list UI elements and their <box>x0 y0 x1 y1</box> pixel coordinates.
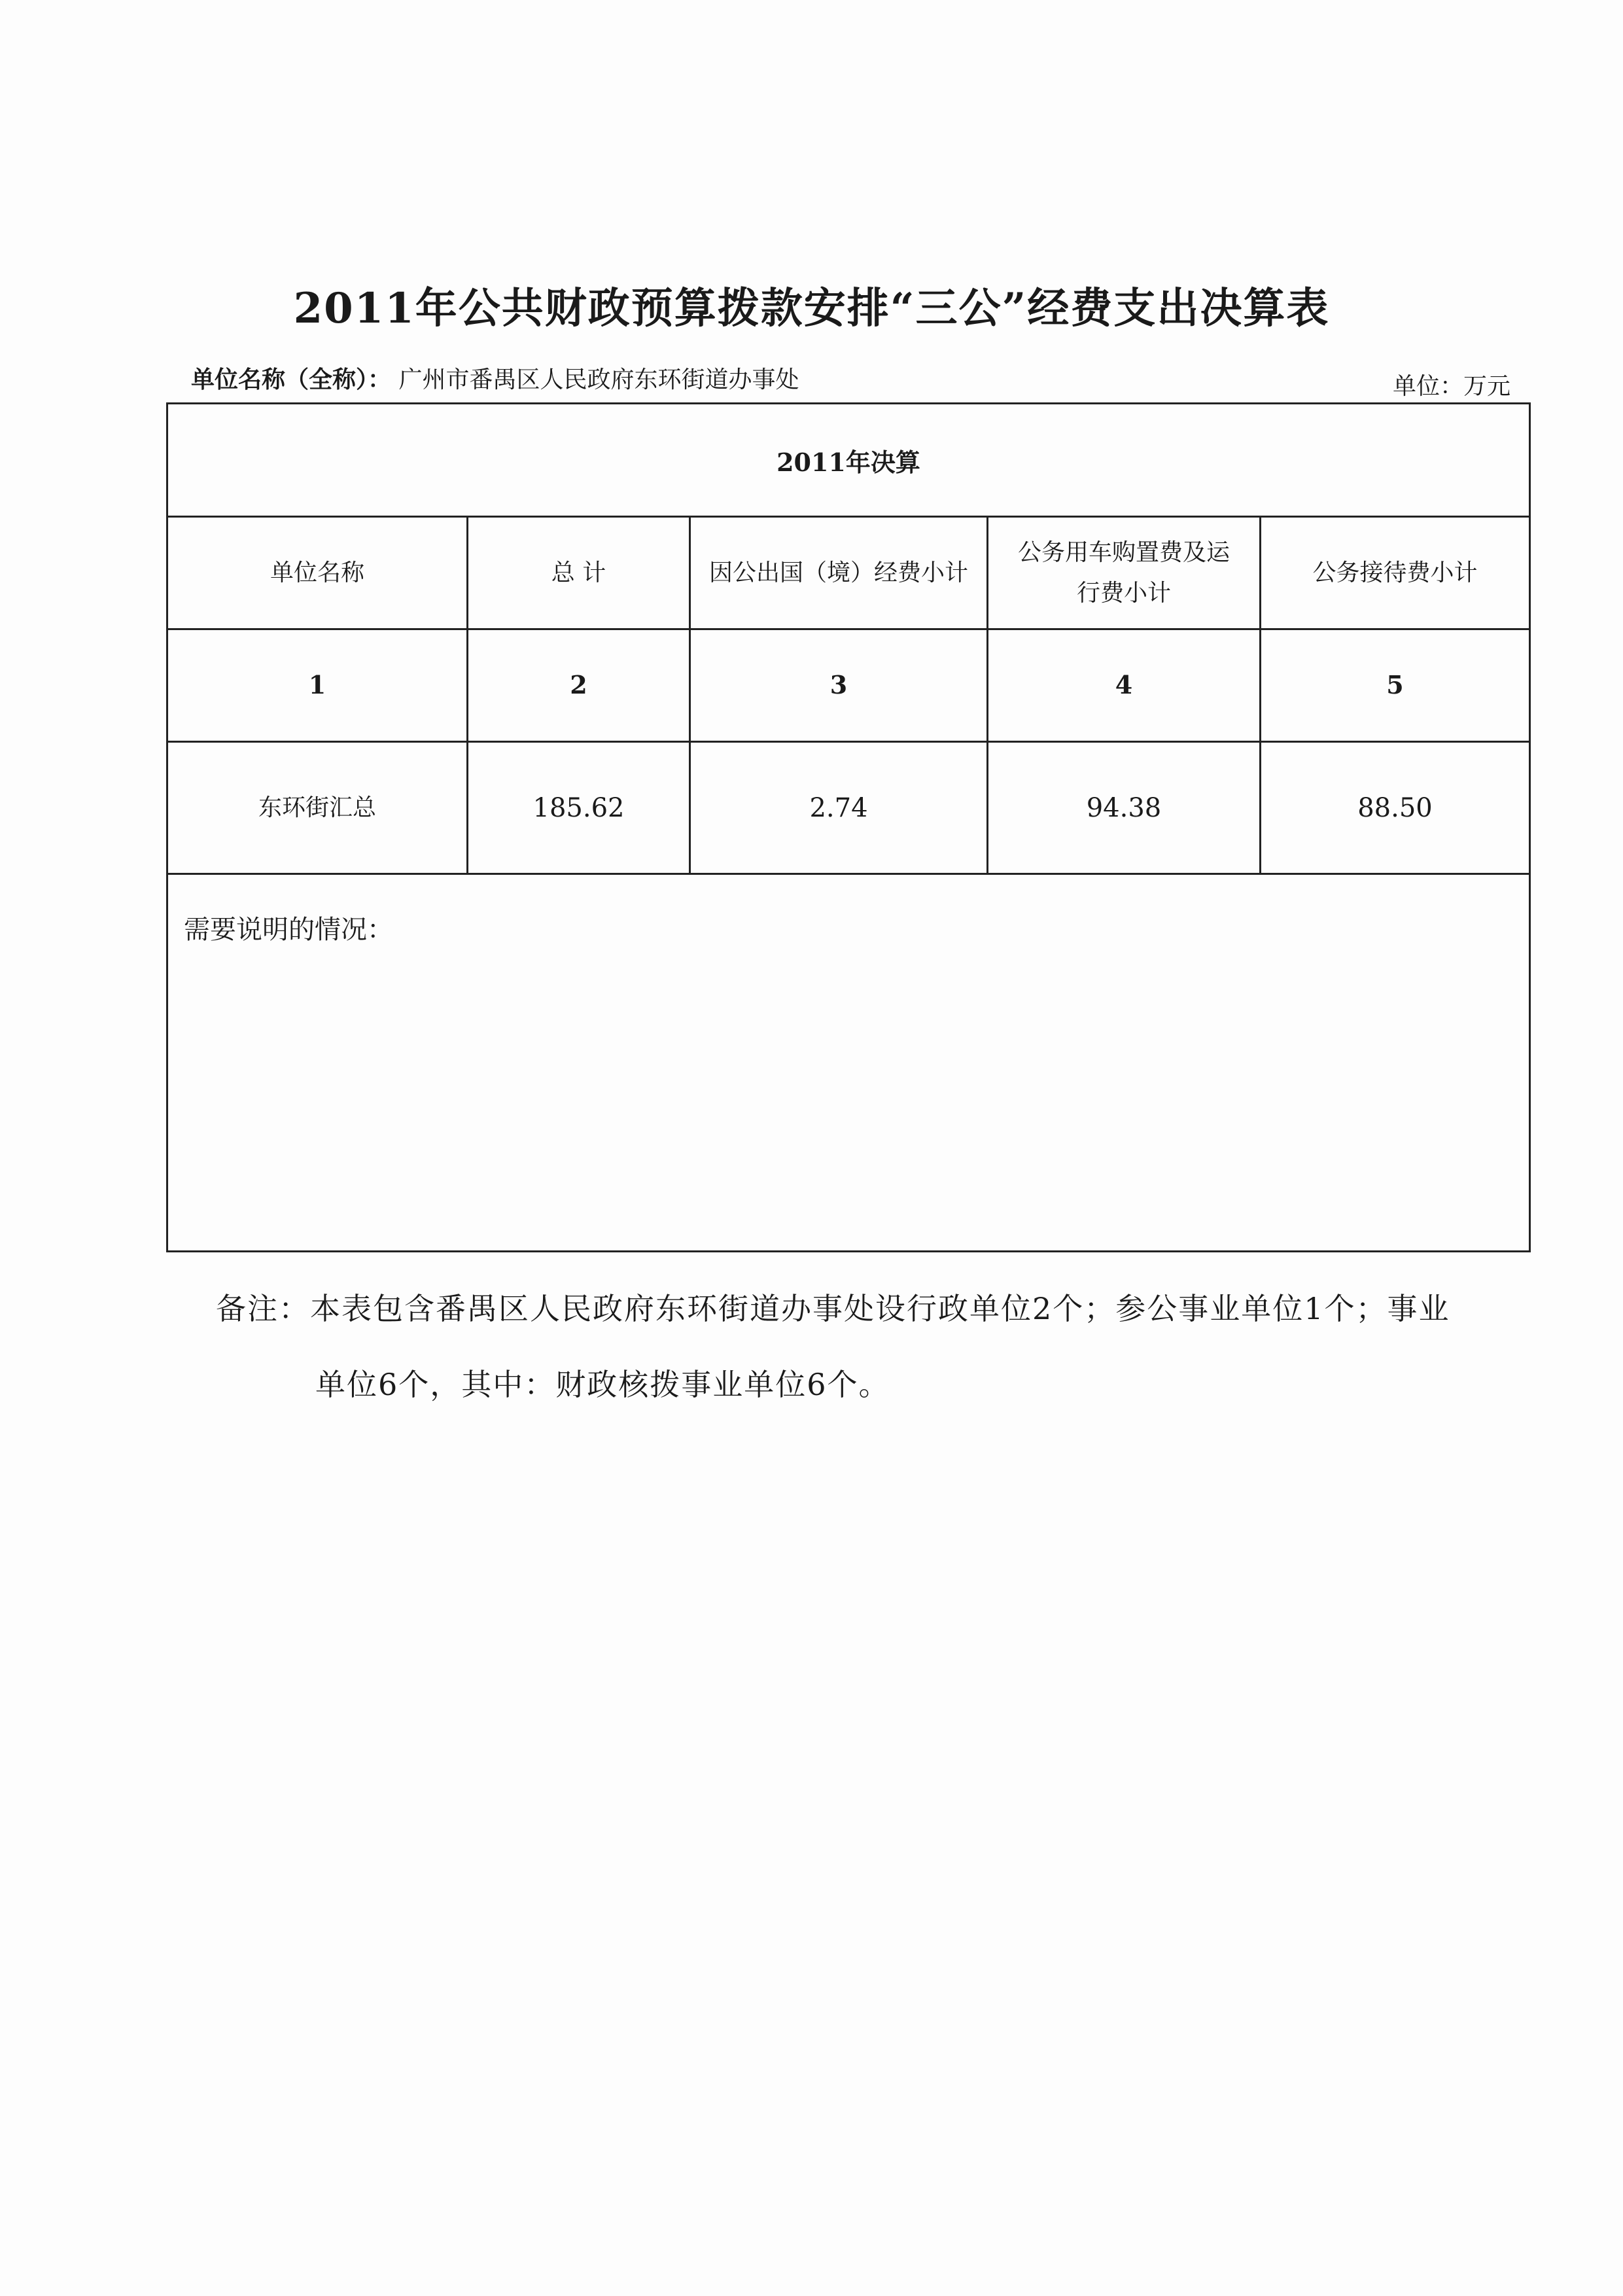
column-index: 4 <box>988 630 1261 741</box>
notes-label: 需要说明的情况： <box>184 915 393 945</box>
unit-name-value: 广州市番禺区人民政府东环街道办事处 <box>398 366 799 393</box>
document-title: 2011年公共财政预算拨款安排“三公”经费支出决算表 <box>293 284 1330 333</box>
money-unit-label: 单位：万元 <box>1392 373 1510 400</box>
column-index: 3 <box>691 630 988 741</box>
remark-line-1: 备注：本表包含番禺区人民政府东环街道办事处设行政单位2个；参公事业单位1个；事业 <box>216 1291 1450 1326</box>
unit-name-label: 单位名称（全称）： <box>191 366 392 393</box>
column-index-row <box>168 630 1529 743</box>
row-official-reception: 88.50 <box>1357 792 1433 823</box>
remark-line-2: 单位6个，其中：财政核拨事业单位6个。 <box>315 1367 890 1402</box>
column-header-overseas-travel: 因公出国（境）经费小计 <box>691 518 988 628</box>
column-header-official-vehicles: 公务用车购置费及运行费小计 <box>988 518 1261 628</box>
remark-note <box>216 1271 1531 1422</box>
year-header-row <box>168 404 1529 518</box>
column-index: 5 <box>1386 670 1404 700</box>
column-index: 1 <box>168 630 468 741</box>
column-header-official-reception: 公务接待费小计 <box>1312 559 1478 586</box>
row-overseas-travel: 2.74 <box>691 743 988 873</box>
expense-table <box>166 402 1531 1252</box>
year-header: 2011年决算 <box>777 447 920 477</box>
column-header-row <box>168 518 1529 630</box>
column-header-total: 总 计 <box>468 518 691 628</box>
unit-name-line <box>191 361 799 395</box>
table-row <box>168 743 1529 875</box>
row-total: 185.62 <box>468 743 691 873</box>
row-official-vehicles: 94.38 <box>988 743 1261 873</box>
column-index: 2 <box>468 630 691 741</box>
column-header-unit-name: 单位名称 <box>168 518 468 628</box>
row-unit-name: 东环街汇总 <box>168 743 468 873</box>
